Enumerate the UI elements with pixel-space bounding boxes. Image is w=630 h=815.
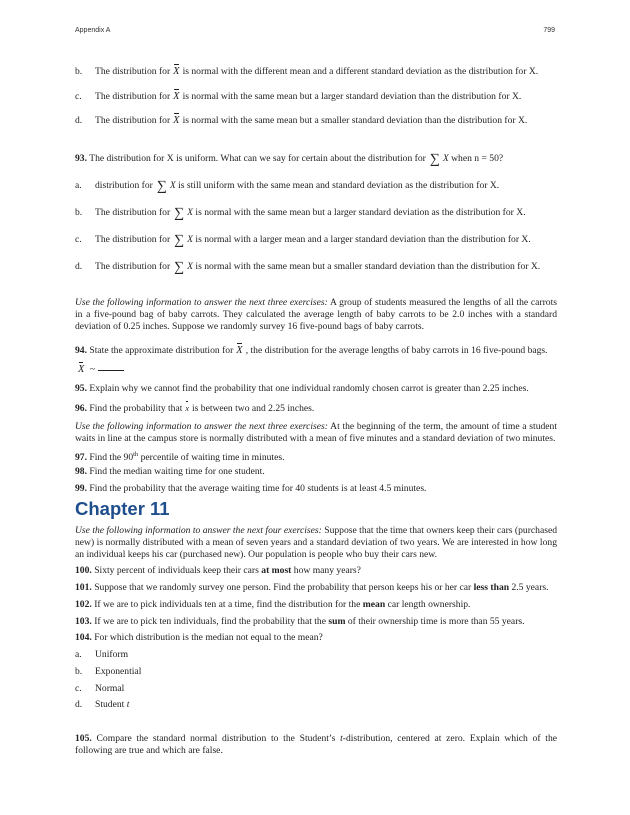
- xbar-symbol: X: [173, 115, 180, 126]
- answer-blank: [98, 370, 124, 371]
- xbar-symbol: X: [236, 345, 243, 356]
- q94-question: 94. State the approximate distribution for X , the distribution for the average lengths of baby carrots in 16 five-pound bags.: [75, 345, 548, 356]
- summation-icon: ∑: [174, 260, 185, 275]
- q105-question: 105. Compare the standard normal distribution to the Student’s t-distribution, centered at zero. Explain which of the following are true and which are false.: [75, 733, 557, 757]
- xbar-symbol: X: [173, 91, 180, 102]
- summation-icon: ∑: [156, 179, 167, 194]
- q97-question: 97. Find the 90th percentile of waiting time in minutes.: [75, 451, 285, 463]
- q98-question: 98. Find the median waiting time for one student.: [75, 466, 265, 477]
- q104-question: 104. For which distribution is the median not equal to the mean?: [75, 632, 323, 643]
- xbar-symbol: X: [173, 66, 180, 77]
- info-paragraph-carrots: Use the following information to answer the next three exercises: A group of students measured the lengths of all the carrots in a five-pound bag of baby carrots. They calculated the average length of baby carrots to be 2.0 inches with a standard deviation of 0.25 inches. Suppose we randomly survey 16 five-pound bags of baby carrots.: [75, 297, 557, 333]
- q104-option-d: d. Student t: [75, 699, 130, 710]
- q93-question: 93. The distribution for X is uniform. What can we say for certain about the distribution for ∑ X when n = 50?: [75, 152, 504, 167]
- chapter-title: Chapter 11: [75, 498, 170, 519]
- q93-option-b: b. The distribution for ∑ X is normal with the same mean but a larger standard deviation as the distribution for X.: [75, 206, 526, 221]
- xbar-symbol: X: [78, 364, 85, 375]
- q93-option-c: c. The distribution for ∑ X is normal with a larger mean and a larger standard deviation than the distribution for X.: [75, 233, 531, 248]
- xbar-symbol: x: [185, 404, 189, 413]
- info-paragraph-waiting-time: Use the following information to answer the next three exercises: At the beginning of the term, the amount of time a student waits in line at the campus store is normally distributed with a mean of five minutes and a standard deviation of two minutes.: [75, 421, 558, 445]
- q93-option-d: d. The distribution for ∑ X is normal with the same mean but a smaller standard deviation than the distribution for X.: [75, 260, 541, 275]
- q103-question: 103. If we are to pick ten individuals, find the probability that the sum of their ownership time is more than 55 years.: [75, 616, 525, 627]
- q92-option-b: b. The distribution for X is normal with the different mean and a different standard deviation as the distribution for X.: [75, 66, 539, 77]
- q104-option-c: c. Normal: [75, 683, 125, 694]
- summation-icon: ∑: [174, 206, 185, 221]
- summation-icon: ∑: [174, 233, 185, 248]
- q93-option-a: a. distribution for ∑ X is still uniform with the same mean and standard deviation as the distribution for X.: [75, 179, 500, 194]
- q92-option-d: d. The distribution for X is normal with the same mean but a smaller standard deviation than the distribution for X.: [75, 115, 528, 126]
- q99-question: 99. Find the probability that the average waiting time for 40 students is at least 4.5 minutes.: [75, 483, 427, 494]
- q94-answer-line: X ~: [75, 364, 557, 376]
- info-paragraph-cars: Use the following information to answer the next four exercises: Suppose that the time that owners keep their cars (purchased new) is normally distributed with a mean of seven years and a standard deviation of two years. We are interested in how long an individual keeps his car (purchased new). Our population is people who buy their cars new.: [75, 525, 557, 561]
- q104-option-a: a. Uniform: [75, 649, 129, 660]
- q102-question: 102. If we are to pick individuals ten at a time, find the distribution for the mean car length ownership.: [75, 599, 471, 610]
- page-number: 799: [543, 27, 555, 34]
- running-header-left: Appendix A: [75, 27, 111, 34]
- q101-question: 101. Suppose that we randomly survey one person. Find the probability that person keeps his or her car less than 2.5 years.: [75, 582, 549, 593]
- q100-question: 100. Sixty percent of individuals keep their cars at most how many years?: [75, 565, 361, 576]
- q96-question: 96. Find the probability that x is between two and 2.25 inches.: [75, 403, 315, 414]
- q104-option-b: b. Exponential: [75, 666, 142, 677]
- q95-question: 95. Explain why we cannot find the probability that one individual randomly chosen carrot is greater than 2.25 inches.: [75, 383, 529, 394]
- summation-icon: ∑: [429, 152, 440, 167]
- q92-option-c: c. The distribution for X is normal with the same mean but a larger standard deviation than the distribution for X.: [75, 91, 522, 102]
